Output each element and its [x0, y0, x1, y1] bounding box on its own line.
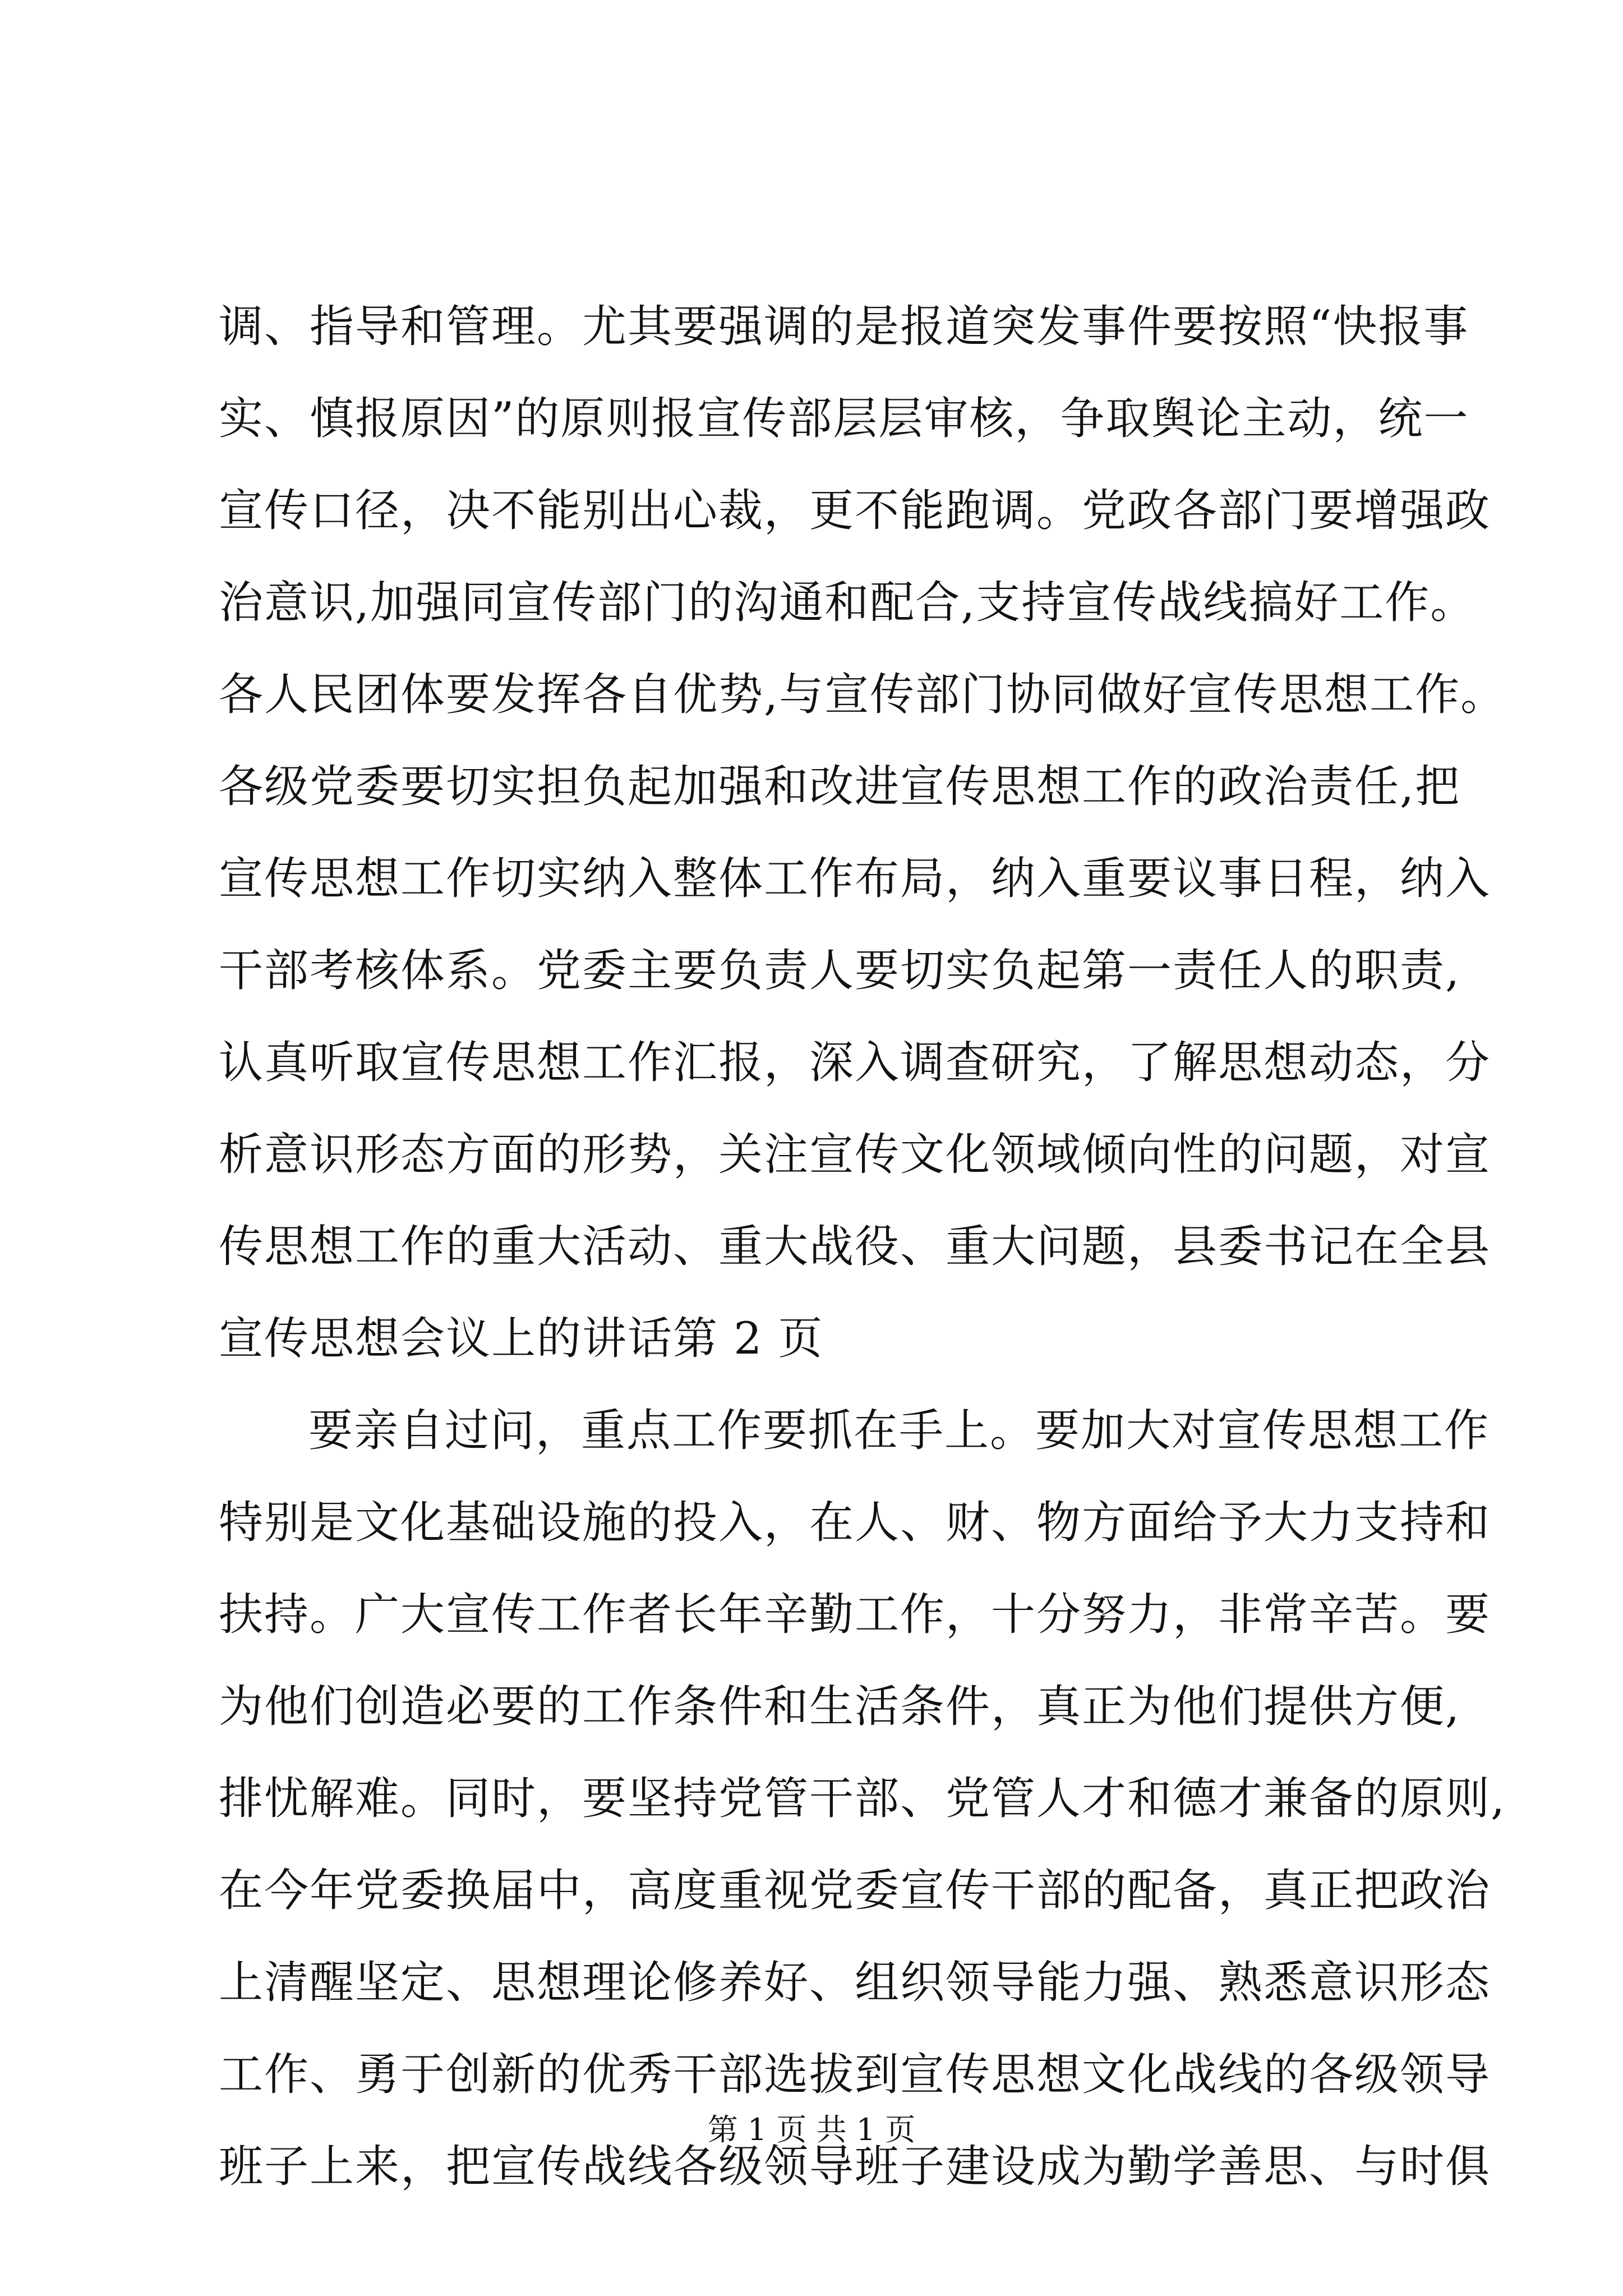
paragraph-1-line-11: 传思想工作的重大活动、重大战役、重大问题，县委书记在全县 [219, 1221, 1491, 1272]
paragraph-1-line-8: 干部考核体系。党委主要负责人要切实负起第一责任人的职责, [219, 945, 1461, 996]
paragraph-2-line-1: 要亲自过问，重点工作要抓在手上。要加大对宣传思想工作 [308, 1405, 1490, 1456]
paragraph-1-line-9: 认真听取宣传思想工作汇报，深入调查研究，了解思想动态，分 [219, 1037, 1491, 1088]
paragraph-1-line-10: 析意识形态方面的形势，关注宣传文化领域倾向性的问题，对宣 [219, 1129, 1491, 1180]
paragraph-1-line-12: 宣传思想会议上的讲话第 2 页 [219, 1313, 824, 1364]
page-footer: 第 1 页 共 1 页 [707, 2112, 916, 2147]
paragraph-2-line-7: 上清醒坚定、思想理论修养好、组织领导能力强、熟悉意识形态 [219, 1957, 1491, 2008]
paragraph-1-line-2: 实、慎报原因”的原则报宣传部层层审核，争取舆论主动，统一 [219, 393, 1469, 444]
paragraph-1-line-7: 宣传思想工作切实纳入整体工作布局，纳入重要议事日程，纳入 [219, 853, 1491, 904]
paragraph-2-line-6: 在今年党委换届中，高度重视党委宣传干部的配备，真正把政治 [219, 1865, 1491, 1916]
paragraph-2-line-2: 特别是文化基础设施的投入，在人、财、物方面给予大力支持和 [219, 1497, 1491, 1548]
paragraph-2-line-8: 工作、勇于创新的优秀干部选拔到宣传思想文化战线的各级领导 [219, 2049, 1491, 2100]
paragraph-2-line-4: 为他们创造必要的工作条件和生活条件，真正为他们提供方便, [219, 1681, 1461, 1732]
paragraph-1-line-5: 各人民团体要发挥各自优势,与宣传部门协同做好宣传思想工作。 [219, 669, 1506, 720]
paragraph-1-line-1: 调、指导和管理。尤其要强调的是报道突发事件要按照“快报事 [219, 301, 1469, 352]
paragraph-1-line-6: 各级党委要切实担负起加强和改进宣传思想工作的政治责任,把 [219, 761, 1461, 812]
paragraph-1-line-4: 治意识,加强同宣传部门的沟通和配合,支持宣传战线搞好工作。 [219, 577, 1476, 628]
paragraph-1-line-3: 宣传口径，决不能别出心裁，更不能跑调。党政各部门要增强政 [219, 485, 1491, 536]
paragraph-2-line-9: 班子上来，把宣传战线各级领导班子建设成为勤学善思、与时俱 [219, 2141, 1491, 2192]
document-body [219, 280, 1506, 2212]
paragraph-2-line-5: 排忧解难。同时，要坚持党管干部、党管人才和德才兼备的原则, [219, 1773, 1506, 1824]
paragraph-2-line-3: 扶持。广大宣传工作者长年辛勤工作，十分努力，非常辛苦。要 [219, 1589, 1491, 1640]
